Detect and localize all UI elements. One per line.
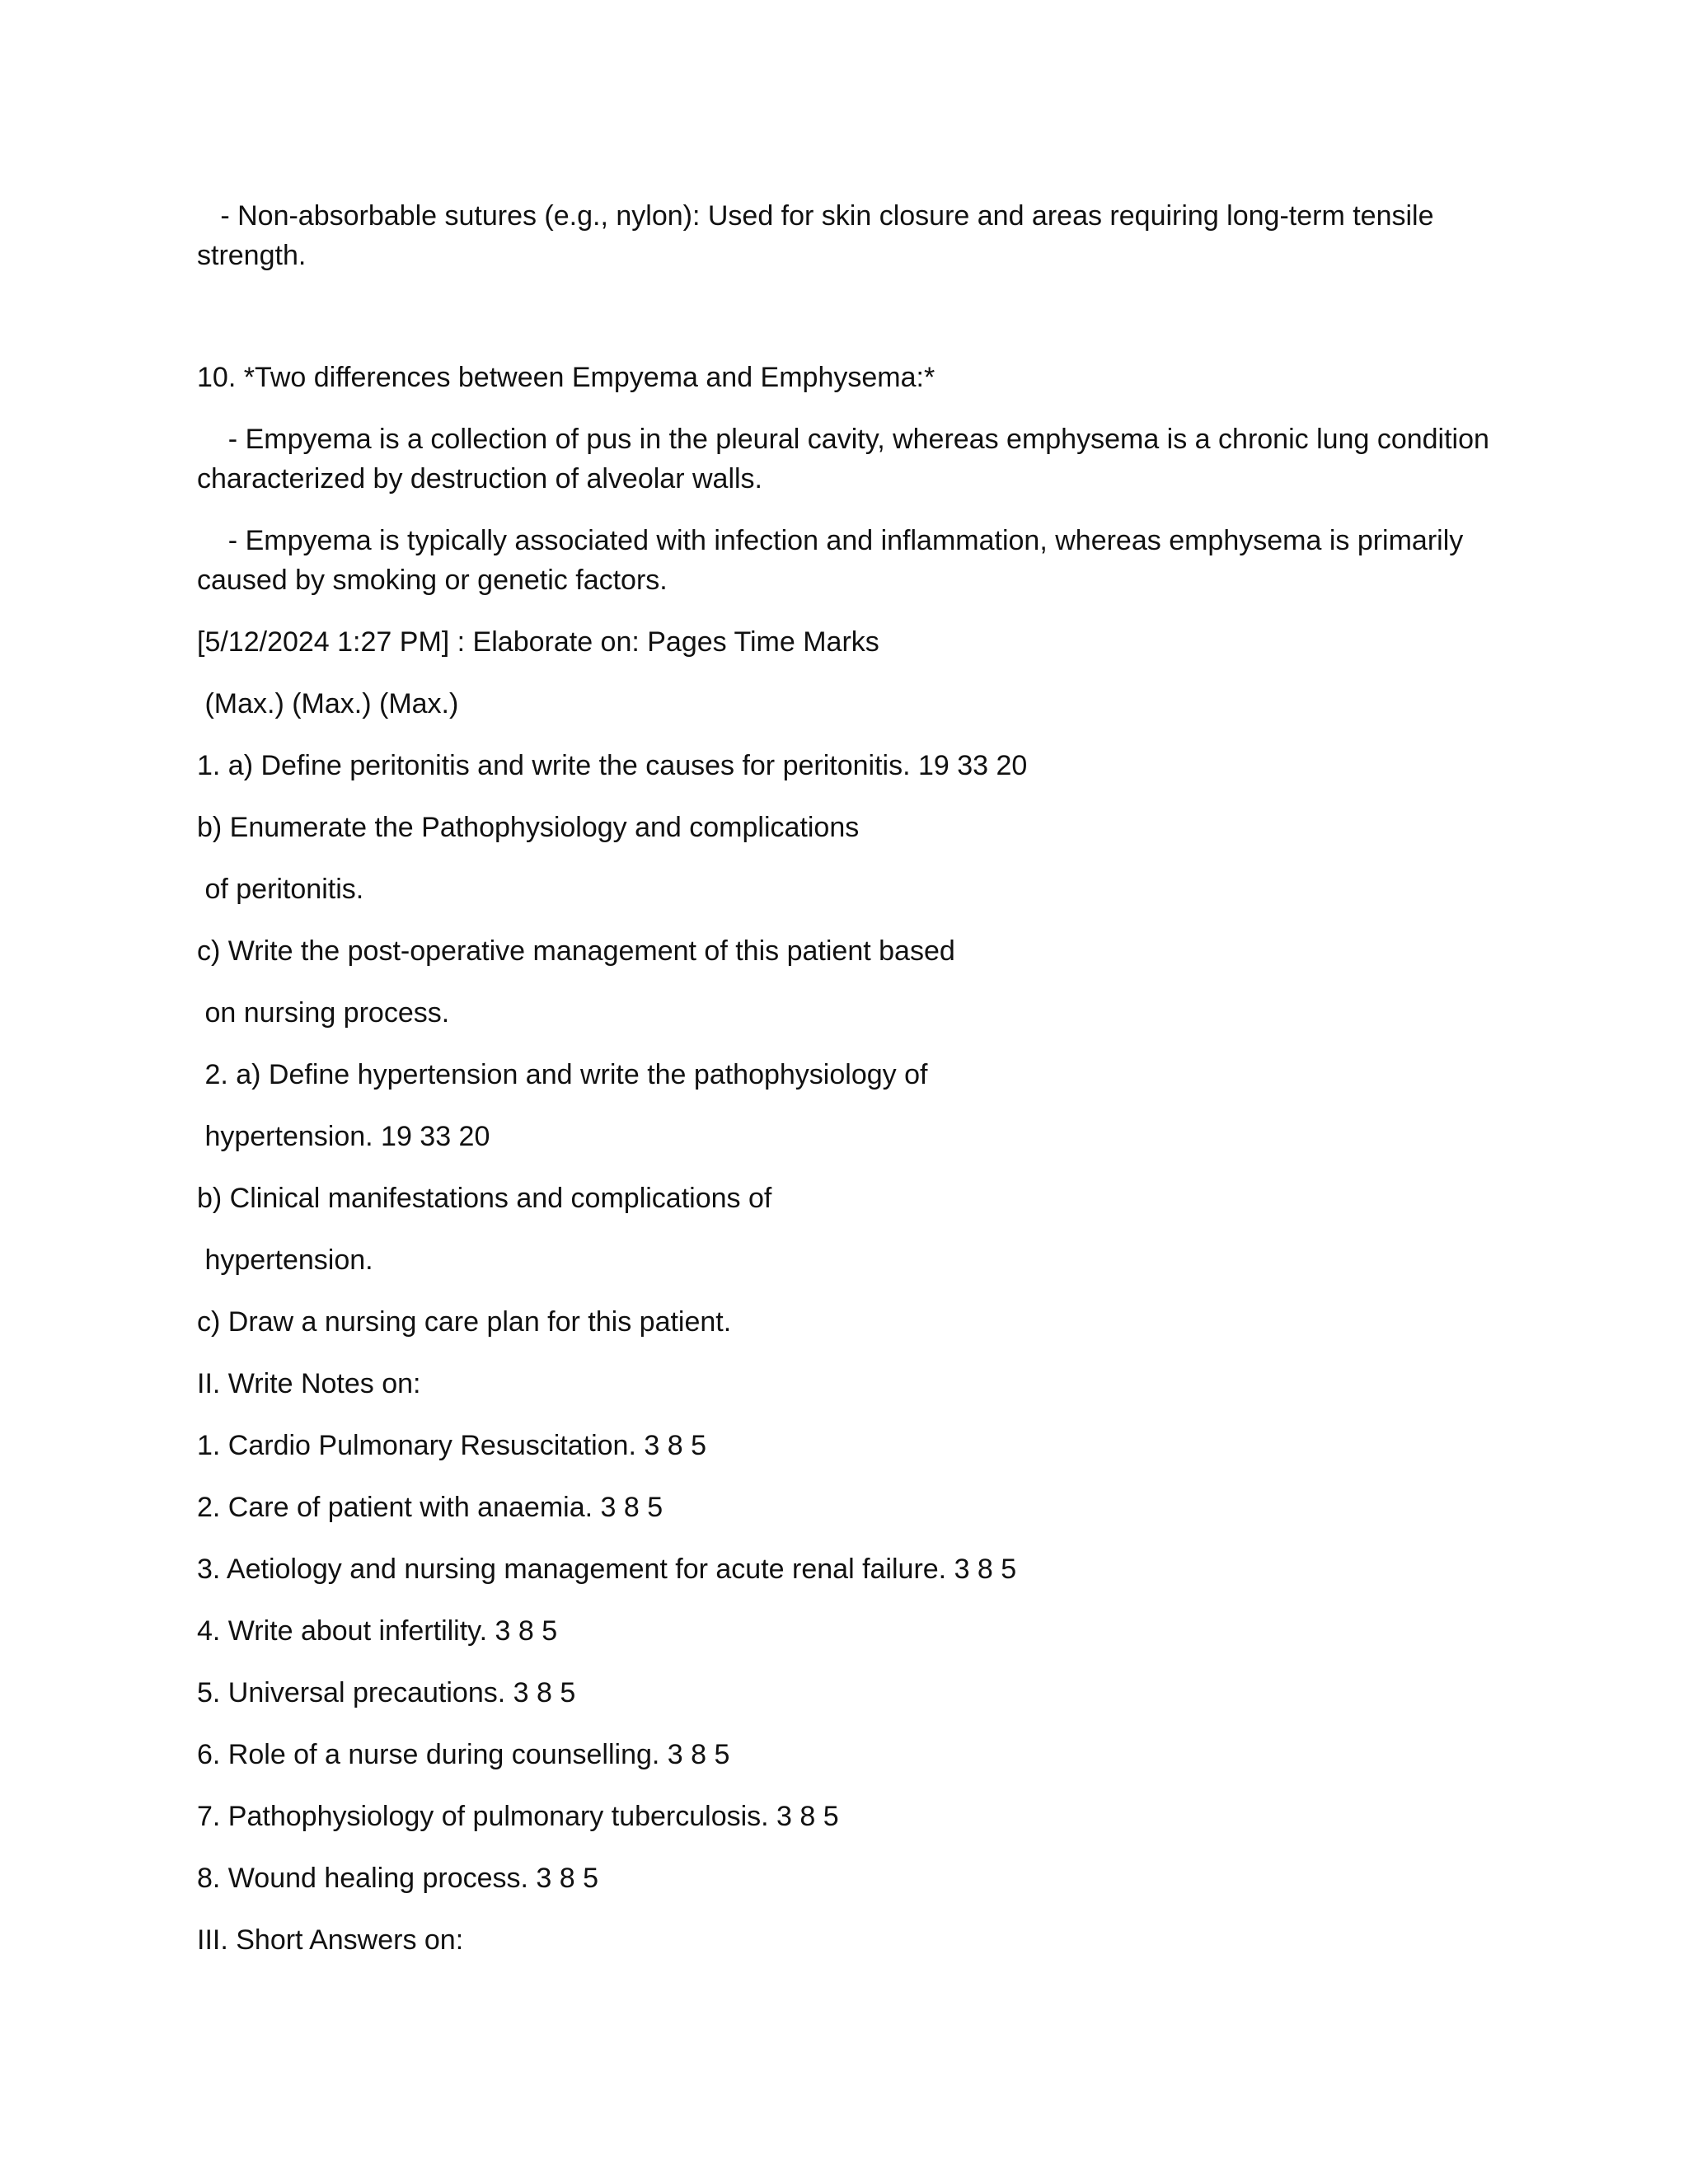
question-line: c) Draw a nursing care plan for this patient.	[197, 1306, 732, 1338]
question-line: hypertension. 19 33 20	[197, 1121, 490, 1152]
list-item: 4. Write about infertility. 3 8 5	[197, 1615, 558, 1647]
text-line: - Empyema is a collection of pus in the pleural cavity, whereas emphysema is a chronic lung condition	[197, 424, 1489, 455]
question-line: b) Enumerate the Pathophysiology and complications	[197, 812, 860, 843]
question-line: of peritonitis.	[197, 874, 364, 905]
text-line: caused by smoking or genetic factors.	[197, 565, 668, 596]
timestamp-line: [5/12/2024 1:27 PM] : Elaborate on: Pages Time Marks	[197, 626, 879, 658]
question-line: hypertension.	[197, 1244, 373, 1276]
list-item: 8. Wound healing process. 3 8 5	[197, 1863, 599, 1894]
section-heading: III. Short Answers on:	[197, 1924, 464, 1956]
question-line: b) Clinical manifestations and complications of	[197, 1183, 772, 1214]
list-item: 5. Universal precautions. 3 8 5	[197, 1677, 576, 1708]
text-line: strength.	[197, 240, 307, 271]
question-line: on nursing process.	[197, 997, 450, 1029]
list-item: 6. Role of a nurse during counselling. 3 8 5	[197, 1739, 730, 1770]
text-line: characterized by destruction of alveolar walls.	[197, 463, 762, 494]
question-line: 1. a) Define peritonitis and write the causes for peritonitis. 19 33 20	[197, 750, 1028, 781]
text-line: (Max.) (Max.) (Max.)	[197, 688, 459, 719]
list-item: 1. Cardio Pulmonary Resuscitation. 3 8 5	[197, 1430, 706, 1461]
text-line: - Empyema is typically associated with infection and inflammation, whereas emphysema is primarily	[197, 525, 1464, 556]
list-item: 2. Care of patient with anaemia. 3 8 5	[197, 1492, 663, 1523]
list-item: 3. Aetiology and nursing management for acute renal failure. 3 8 5	[197, 1554, 1017, 1585]
question-line: 2. a) Define hypertension and write the pathophysiology of	[197, 1059, 928, 1090]
section-heading: II. Write Notes on:	[197, 1368, 421, 1399]
list-item: 7. Pathophysiology of pulmonary tuberculosis. 3 8 5	[197, 1801, 839, 1832]
question-line: c) Write the post-operative management of this patient based	[197, 935, 955, 967]
text-line: - Non-absorbable sutures (e.g., nylon): Used for skin closure and areas requiring long-term tensile	[197, 200, 1434, 232]
section-heading: 10. *Two differences between Empyema and Emphysema:*	[197, 362, 935, 393]
